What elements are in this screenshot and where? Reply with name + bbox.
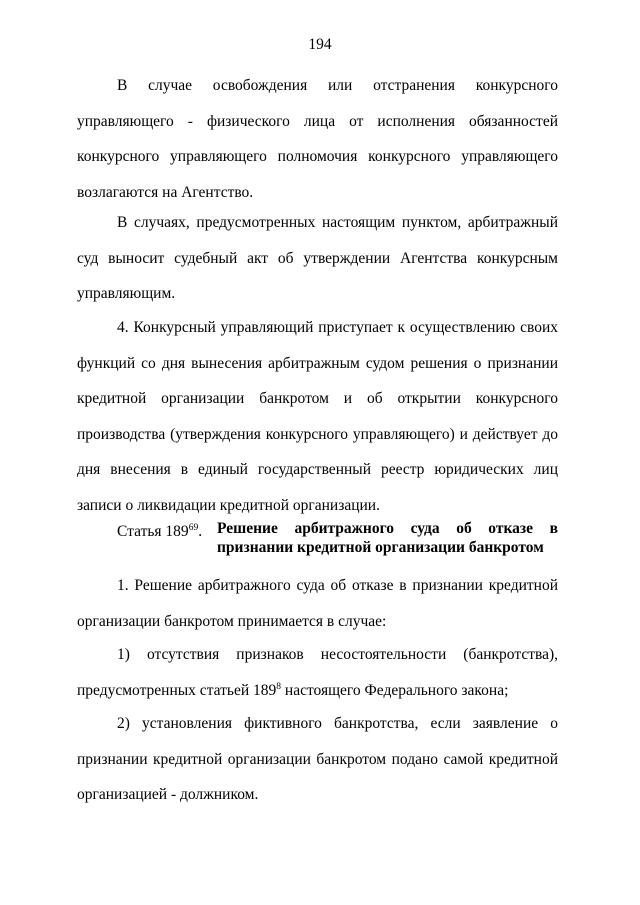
paragraph-1: В случае освобождения или отстранения конкурсного управляющего - физического лица от исполнения обязанностей конкурсного управляющего полномочия конкурсного управляющего возлагаются на Агентство.: [77, 77, 558, 201]
article-title: Решение арбитражного суда об отказе в признании кредитной организации банкротом: [217, 520, 558, 556]
paragraph-6: 2) установления фиктивного банкротства, если заявление о признании кредитной организации банкротом подано самой кредитной организацией - должником.: [77, 715, 558, 803]
paragraph-3: 4. Конкурсный управляющий приступает к осуществлению своих функций со дня вынесения арбитражным судом решения о признании кредитной организации банкротом и об открытии конкурсного производства (утверждения конкурсного управляющего) и действует до дня внесения в единый государственный реестр юридических лиц записи о ликвидации кредитной организации.: [77, 319, 558, 514]
article-label-superscript: 69: [188, 523, 199, 533]
paragraph-4: 1. Решение арбитражного суда об отказе в признании кредитной организации банкротом принимается в случае:: [77, 577, 558, 630]
paragraph-5: 1) отсутствия признаков несостоятельности (банкротства), предусмотренных статьей 189$^8$ настоящего Федерального закона;: [77, 646, 558, 699]
paragraph-2: В случаях, предусмотренных настоящим пунктом, арбитражный суд выносит судебный акт об утверждении Агентства конкурсным управляющим.: [77, 214, 558, 302]
article-label: Статья $189^{69}$.: [117, 523, 203, 540]
page-number: 194: [308, 36, 332, 53]
statute-reference-superscript: 8: [276, 681, 282, 692]
article-heading: [77, 519, 558, 559]
